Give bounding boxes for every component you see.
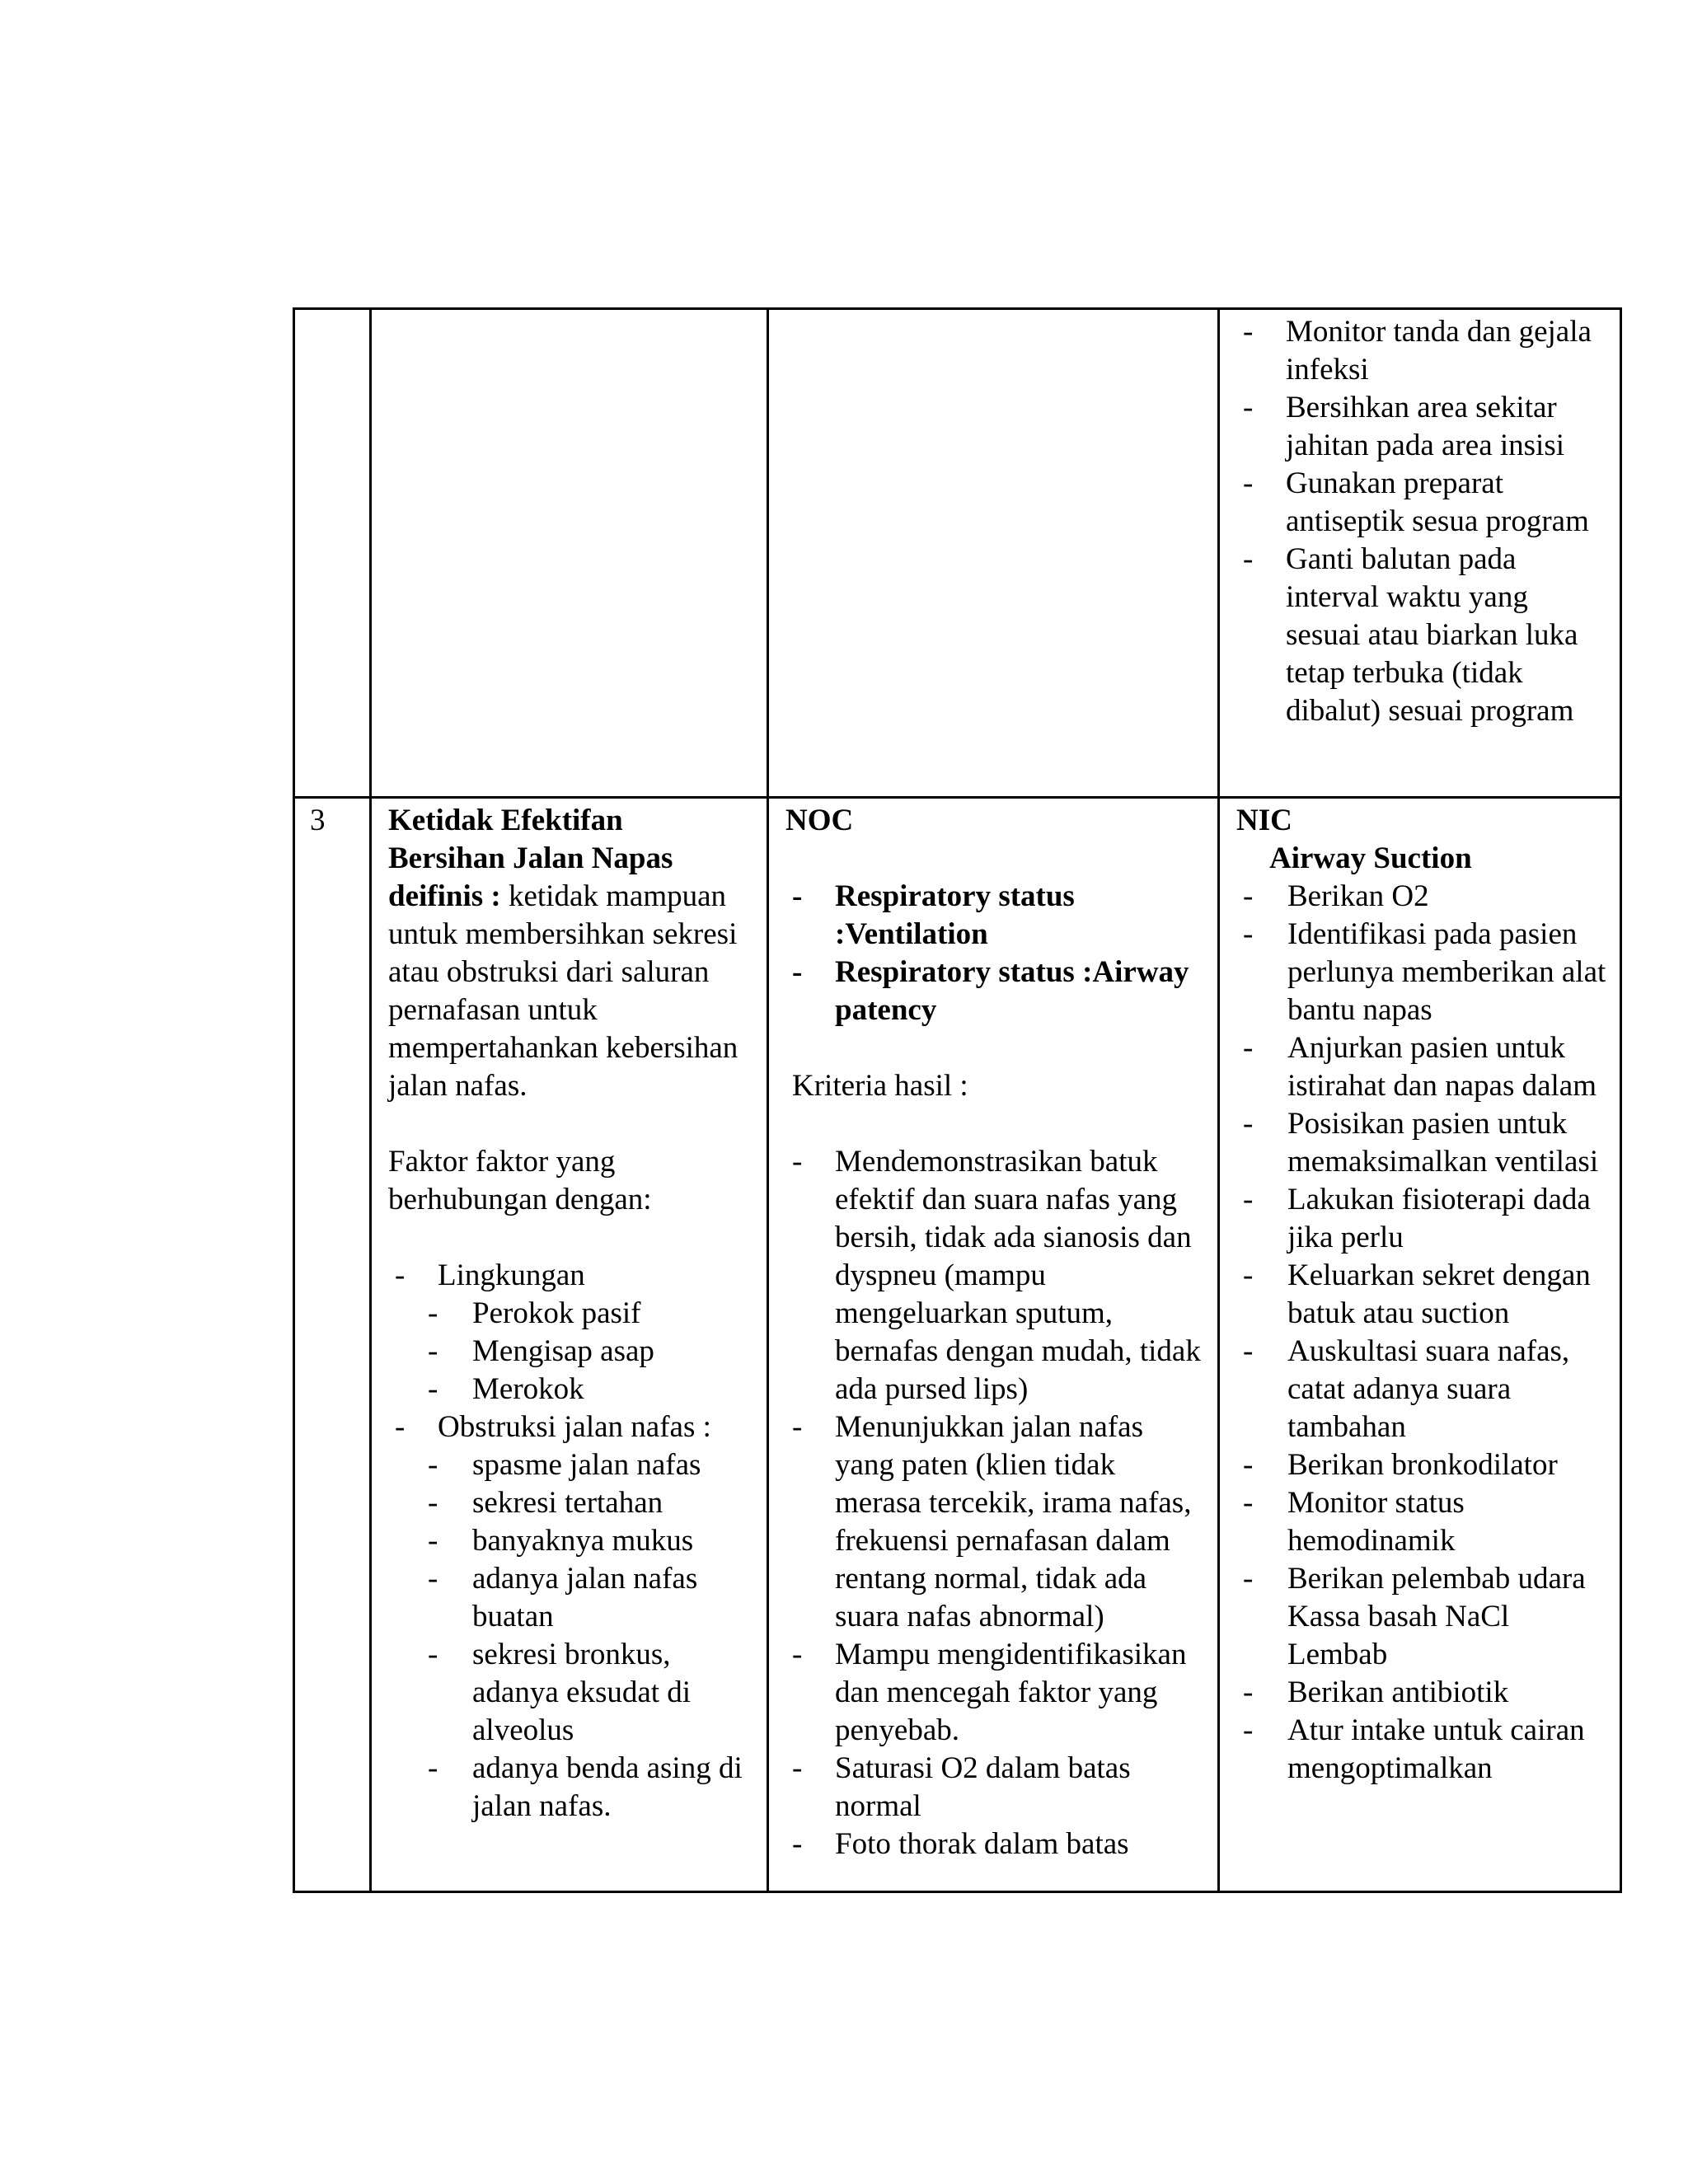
- list-item: - Berikan O2: [1236, 878, 1606, 916]
- nic-cell-continued: [1219, 309, 1621, 798]
- criteria-label: Kriteria hasil :: [792, 1069, 968, 1103]
- list-item: - sekresi bronkus, adanya eksudat di alveolus: [428, 1636, 753, 1750]
- list-item: - Ganti balutan pada interval waktu yang sesuai atau biarkan luka tetap terbuka (tidak dibalut) sesuai program: [1236, 541, 1606, 730]
- factor-group-list: [388, 1408, 753, 1446]
- list-item: - Respiratory status :Ventilation: [785, 878, 1204, 954]
- nic-continued-list: [1236, 313, 1606, 730]
- list-item: - sekresi tertahan: [428, 1484, 753, 1522]
- list-item: - banyaknya mukus: [428, 1522, 753, 1560]
- table-row-continued: [294, 309, 1621, 798]
- care-plan-table: [293, 307, 1622, 1893]
- list-item: - Saturasi O2 dalam batas normal: [785, 1750, 1204, 1825]
- number-cell: [294, 798, 371, 1892]
- nic-heading: NIC: [1236, 804, 1292, 837]
- list-item: - Atur intake untuk cairan mengoptimalkan: [1236, 1712, 1606, 1788]
- list-item: - Auskultasi suara nafas, catat adanya suara tambahan: [1236, 1333, 1606, 1446]
- diagnosis-title-line1: Ketidak Efektifan: [388, 804, 623, 837]
- list-item: - Berikan antibiotik: [1236, 1674, 1606, 1712]
- noc-heading: NOC: [785, 804, 854, 837]
- list-item: - Perokok pasif: [428, 1295, 753, 1333]
- factor-group-list: [388, 1257, 753, 1295]
- factors-heading: Faktor faktor yang berhubungan dengan:: [388, 1145, 652, 1216]
- factor-group: [388, 1257, 753, 1295]
- number-cell-empty: [294, 309, 371, 798]
- list-item: - adanya jalan nafas buatan: [428, 1560, 753, 1636]
- list-item: - Anjurkan pasien untuk istirahat dan napas dalam: [1236, 1029, 1606, 1105]
- factor-sublist: [388, 1446, 753, 1825]
- list-item: - Lakukan fisioterapi dada jika perlu: [1236, 1181, 1606, 1257]
- list-item: - Identifikasi pada pasien perlunya memberikan alat bantu napas: [1236, 916, 1606, 1029]
- factor-sublist: [388, 1295, 753, 1408]
- factor-group-label: Obstruksi jalan nafas :: [438, 1410, 711, 1444]
- list-item: - Keluarkan sekret dengan batuk atau suction: [1236, 1257, 1606, 1333]
- list-item: - Respiratory status :Airway patency: [785, 954, 1204, 1029]
- list-item: - Gunakan preparat antiseptik sesua program: [1236, 465, 1606, 541]
- list-item: - Berikan bronkodilator: [1236, 1446, 1606, 1484]
- factor-group-label: Lingkungan: [438, 1258, 585, 1292]
- diagnosis-definition: [388, 878, 753, 1105]
- noc-cell: [768, 798, 1219, 1892]
- list-item: - adanya benda asing di jalan nafas.: [428, 1750, 753, 1825]
- list-item: - Monitor tanda dan gejala infeksi: [1236, 313, 1606, 389]
- list-item: - Posisikan pasien untuk memaksimalkan ventilasi: [1236, 1105, 1606, 1181]
- definition-label: deifinis :: [388, 879, 501, 913]
- list-item: - Menunjukkan jalan nafas yang paten (klien tidak merasa tercekik, irama nafas, frekuensi pernafasan dalam rentang normal, tidak ada suara nafas abnormal): [785, 1408, 1204, 1636]
- list-item: - Mendemonstrasikan batuk efektif dan suara nafas yang bersih, tidak ada sianosis dan dyspneu (mampu mengeluarkan sputum, bernafas dengan mudah, tidak ada pursed lips): [785, 1143, 1204, 1408]
- nic-cell: [1219, 798, 1621, 1892]
- list-item: - Mampu mengidentifikasikan dan mencegah faktor yang penyebab.: [785, 1636, 1204, 1750]
- noc-cell-empty: [768, 309, 1219, 798]
- nic-intervention-list: [1236, 878, 1606, 1788]
- noc-criteria-list: [785, 1143, 1204, 1863]
- table-row-3: [294, 798, 1621, 1892]
- noc-status-list: [785, 878, 1204, 1029]
- nic-subheading: Airway Suction: [1269, 841, 1472, 875]
- diagnosis-cell-empty: [371, 309, 768, 798]
- factor-group: [388, 1408, 753, 1446]
- list-item: - spasme jalan nafas: [428, 1446, 753, 1484]
- list-item: - Foto thorak dalam batas: [785, 1825, 1204, 1863]
- diagnosis-cell: [371, 798, 768, 1892]
- list-item: - Berikan pelembab udara Kassa basah NaCl Lembab: [1236, 1560, 1606, 1674]
- diagnosis-title-line2: Bersihan Jalan Napas: [388, 841, 673, 875]
- list-item: - Monitor status hemodinamik: [1236, 1484, 1606, 1560]
- definition-text: ketidak mampuan untuk membersihkan sekresi atau obstruksi dari saluran pernafasan untuk mempertahankan kebersihan jalan nafas.: [388, 879, 738, 1103]
- list-item: - Merokok: [428, 1371, 753, 1408]
- row-number: 3: [310, 804, 326, 837]
- list-item: - Mengisap asap: [428, 1333, 753, 1371]
- list-item: - Bersihkan area sekitar jahitan pada area insisi: [1236, 389, 1606, 465]
